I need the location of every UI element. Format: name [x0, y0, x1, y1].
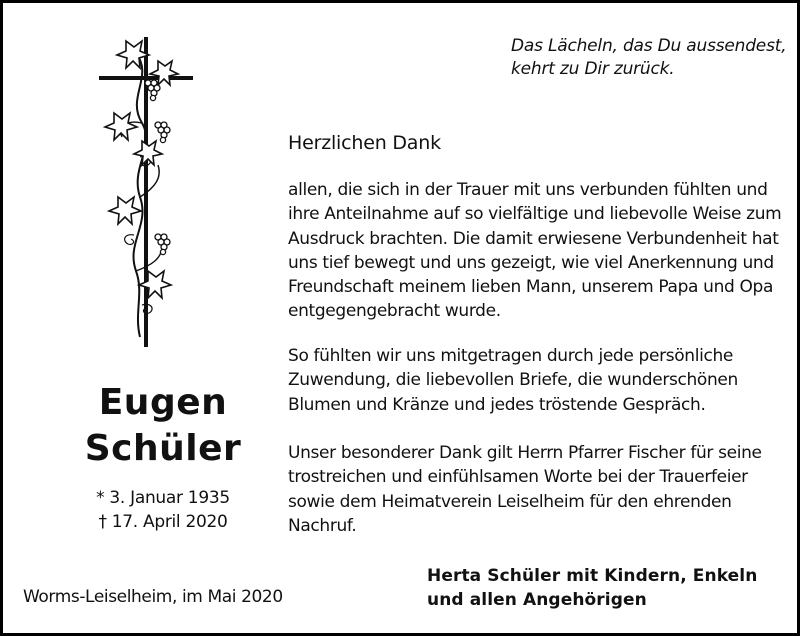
- birth-date: * 3. Januar 1935: [96, 488, 230, 508]
- deceased-first-name: Eugen: [98, 382, 228, 423]
- thanks-paragraph-2: [288, 344, 798, 417]
- text-line: entgegengebracht wurde.: [288, 301, 501, 322]
- thanks-paragraph-1: [288, 178, 798, 324]
- text-line: Ausdruck brachten. Die damit erwiesene Verbundenheit hat: [288, 228, 779, 249]
- motto-quote: [511, 35, 786, 81]
- text-line: ihre Anteilnahme auf so vielfältige und liebevolle Weise zum: [288, 204, 782, 225]
- signature: [427, 564, 757, 612]
- text-line: trostreichen und einfühlsamen Worte bei der Trauerfeier: [288, 467, 748, 488]
- death-date: † 17. April 2020: [98, 512, 228, 532]
- text-line: Freundschaft meinem lieben Mann, unserem Papa und Opa: [288, 277, 774, 298]
- thanks-heading: Herzlichen Dank: [288, 132, 441, 154]
- text-line: Zuwendung, die liebevollen Briefe, die wunderschönen: [288, 370, 738, 391]
- text-line: uns tief bewegt und uns gezeigt, wie viel Anerkennung und: [288, 252, 774, 273]
- text-line: Nachruf.: [288, 515, 357, 536]
- place-and-date: Worms-Leiselheim, im Mai 2020: [23, 587, 283, 607]
- text-line: allen, die sich in der Trauer mit uns verbunden fühlten und: [288, 180, 768, 200]
- text-line: sowie dem Heimatverein Leiselheim für den ehrenden: [288, 491, 732, 512]
- thanks-paragraph-3: [288, 441, 798, 538]
- deceased-last-name: Schüler: [84, 428, 242, 469]
- motto-line-2: kehrt zu Dir zurück.: [511, 59, 675, 79]
- signature-line-1: Herta Schüler mit Kindern, Enkeln: [427, 566, 758, 586]
- text-line: So fühlten wir uns mitgetragen durch jede persönliche: [288, 346, 733, 366]
- signature-line-2: und allen Angehörigen: [427, 590, 647, 610]
- motto-line-1: Das Lächeln, das Du aussendest,: [511, 36, 787, 56]
- cross-with-grapevine-icon: [96, 37, 196, 347]
- text-line: Blumen und Kränze und jedes tröstende Gespräch.: [288, 394, 706, 415]
- text-line: Unser besonderer Dank gilt Herrn Pfarrer Fischer für seine: [288, 443, 762, 463]
